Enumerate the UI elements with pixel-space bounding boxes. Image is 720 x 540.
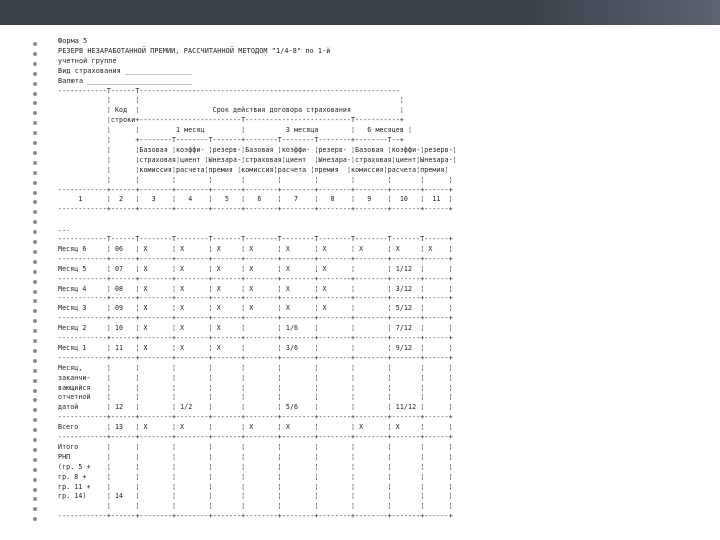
bullet-dot <box>33 428 37 432</box>
form-line: Месяц 3 ¦ 09 ¦ X ¦ X ¦ X ¦ X ¦ X ¦ X ¦ ¦ 5/12 ¦ ¦ <box>58 304 453 313</box>
bullet-dot <box>33 72 37 76</box>
form-line: РЕЗЕРВ НЕЗАРАБОТАННОЙ ПРЕМИИ, РАССЧИТАННОЙ МЕТОДОМ "1/4-8" по 1-й <box>58 46 331 55</box>
bullet-dot <box>33 299 37 303</box>
bullet-dot <box>33 448 37 452</box>
form-line: Месяц, ¦ ¦ ¦ ¦ ¦ ¦ ¦ ¦ ¦ ¦ ¦ <box>58 363 453 372</box>
form-line: ¦ ¦ ¦ ¦ ¦ ¦ ¦ ¦ ¦ ¦ ¦ <box>58 502 453 511</box>
form-line: ------------+------+--------+--------+-------+--------+--------+--------+--------+-------+------+ <box>58 185 453 194</box>
form-line: ¦ ¦ 1 месяц ¦ 3 месяца ¦ 6 месяцев ¦ <box>58 126 413 135</box>
bullet-dot <box>33 42 37 46</box>
bullet-dot <box>33 220 37 224</box>
bullet-dot <box>33 141 37 145</box>
form-line: Валюта _________________________ <box>58 76 193 85</box>
bullet-dot <box>33 418 37 422</box>
bullet-dot <box>33 200 37 204</box>
bullet-dot <box>33 478 37 482</box>
bullet-dot <box>33 121 37 125</box>
bullet-dot <box>33 82 37 86</box>
bullet-dot <box>33 379 37 383</box>
bullet-dot <box>33 230 37 234</box>
form-line: ¦ ¦ ¦ <box>58 96 404 105</box>
bullet-dot <box>33 349 37 353</box>
bullet-dot <box>33 260 37 264</box>
form-line: Всего ¦ 13 ¦ X ¦ X ¦ ¦ X ¦ X ¦ ¦ X ¦ X ¦ ¦ <box>58 423 453 432</box>
form-line: Итого ¦ ¦ ¦ ¦ ¦ ¦ ¦ ¦ ¦ ¦ ¦ <box>58 442 453 451</box>
form-line: ------------+------+--------+--------+-------+--------+--------+--------+--------+-------+------+ <box>58 353 453 362</box>
bullet-dot <box>33 62 37 66</box>
bullet-dot <box>33 389 37 393</box>
bullet-dot <box>33 319 37 323</box>
form-line: ¦строки+-------------------------T--------------------------T-----------+ <box>58 116 404 125</box>
form-line: ¦ +--------T--------T-------+--------T--------T--------+--------T--+ <box>58 136 404 144</box>
bullet-dot <box>33 309 37 313</box>
form-line: ------------+------+--------+--------+-------+--------+--------+--------+--------+-------+------+ <box>58 274 453 283</box>
form-line: Форма 5 <box>58 37 88 45</box>
bullet-dot <box>33 329 37 333</box>
form-line: (гр. 5 + ¦ ¦ ¦ ¦ ¦ ¦ ¦ ¦ ¦ ¦ ¦ <box>58 462 453 471</box>
form-line: датой ¦ 12 ¦ ¦ 1/2 ¦ ¦ ¦ 5/6 ¦ ¦ ¦ 11/12 ¦ ¦ <box>58 403 453 412</box>
bullet-dot <box>33 181 37 185</box>
form-line: ------------+------+--------+--------+-------+--------+--------+--------+--------+-------+------+ <box>58 294 453 303</box>
form-line: заканчи- ¦ ¦ ¦ ¦ ¦ ¦ ¦ ¦ ¦ ¦ ¦ <box>58 373 453 382</box>
bullet-dot <box>33 507 37 511</box>
form-line: гр. 11 + ¦ ¦ ¦ ¦ ¦ ¦ ¦ ¦ ¦ ¦ ¦ <box>58 482 453 491</box>
bullet-dot <box>33 438 37 442</box>
bullet-dot <box>33 359 37 363</box>
form-line: ¦ ¦комиссия¦расчета¦премия ¦комиссия¦расчета ¦премия ¦комиссия¦расчета¦премия¦ <box>58 165 449 174</box>
form-line: ¦ ¦Базовая ¦коэффи- ¦резерв-¦Базовая ¦коэффи- ¦резерв- ¦Базовая ¦коэффи-¦резерв-¦ <box>58 145 457 154</box>
form-line: ------------+------+--------+--------+-------+--------+--------+--------+--------+-------+------+ <box>58 254 453 263</box>
bullet-dot <box>33 210 37 214</box>
bullet-dot <box>33 171 37 175</box>
form-line: вающийся ¦ ¦ ¦ ¦ ¦ ¦ ¦ ¦ ¦ ¦ ¦ <box>58 383 453 392</box>
form-line: учетной группе <box>58 56 117 65</box>
form-line: ------------T------T---------------------------------------------------------------- <box>58 86 400 95</box>
form-line: ... <box>58 225 71 234</box>
bullet-dot <box>33 488 37 492</box>
form-line: отчетной ¦ ¦ ¦ ¦ ¦ ¦ ¦ ¦ ¦ ¦ ¦ <box>58 393 453 402</box>
bullet-dot <box>33 290 37 294</box>
bullet-dot <box>33 398 37 402</box>
form-line: Вид страхования ________________ <box>58 66 193 75</box>
bullet-dot <box>33 458 37 462</box>
form-line: ------------+------+--------+--------+-------+--------+--------+--------+--------+-------+------+ <box>58 433 453 441</box>
form-line: Месяц 4 ¦ 08 ¦ X ¦ X ¦ X ¦ X ¦ X ¦ X ¦ ¦ 3/12 ¦ ¦ <box>58 284 453 293</box>
form-line: ------------+------+--------+--------+-------+--------+--------+--------+--------+-------+------+ <box>58 512 453 521</box>
form-line: Месяц 5 ¦ 07 ¦ X ¦ X ¦ X ¦ X ¦ X ¦ X ¦ ¦ 1/12 ¦ ¦ <box>58 264 453 273</box>
form-line: гр. 8 + ¦ ¦ ¦ ¦ ¦ ¦ ¦ ¦ ¦ ¦ ¦ <box>58 472 453 481</box>
bullet-dot <box>33 151 37 155</box>
title-bar <box>0 0 720 25</box>
form-line: 1 ¦ 2 ¦ 3 ¦ 4 ¦ 5 ¦ 6 ¦ 7 ¦ 8 ¦ 9 ¦ 10 ¦ 11 ¦ <box>58 195 453 204</box>
title-bar-shade <box>520 0 720 25</box>
form-line: ------------+------+--------+--------+-------+--------+--------+--------+--------+-------+------+ <box>58 205 453 214</box>
form-line: РНП ¦ ¦ ¦ ¦ ¦ ¦ ¦ ¦ ¦ ¦ ¦ <box>58 452 453 461</box>
bullet-dot <box>33 250 37 254</box>
bullet-dot <box>33 517 37 521</box>
form-line: ------------+------+--------+--------+-------+--------+--------+--------+--------+-------+------+ <box>58 334 453 342</box>
bullet-dot <box>33 408 37 412</box>
form-line: ¦ ¦ ¦ ¦ ¦ ¦ ¦ ¦ ¦ ¦ ¦ <box>58 175 453 184</box>
bullet-dot <box>33 92 37 96</box>
form-line: ------------T------T--------T--------T-------T--------T--------T--------T--------T-------T------+ <box>58 235 453 243</box>
bullet-dot <box>33 240 37 244</box>
bullet-dot <box>33 191 37 195</box>
bullet-dot <box>33 468 37 472</box>
bullet-dot <box>33 111 37 115</box>
form-line: ¦ Код ¦ Срок действия договора страхования ¦ <box>58 106 404 115</box>
form-line: Месяц 1 ¦ 11 ¦ X ¦ X ¦ X ¦ ¦ 3/6 ¦ ¦ ¦ 9/12 ¦ ¦ <box>58 343 453 352</box>
form-line: ------------+------+--------+--------+-------+--------+--------+--------+--------+-------+------+ <box>58 413 453 422</box>
bullet-dot <box>33 280 37 284</box>
bullet-dot <box>33 131 37 135</box>
form-line: ------------+------+--------+--------+-------+--------+--------+--------+--------+-------+------+ <box>58 314 453 323</box>
bullet-dot <box>33 339 37 343</box>
bullet-dot <box>33 52 37 56</box>
bullet-dot <box>33 161 37 165</box>
bullet-dot <box>33 497 37 501</box>
form-line: Месяц 2 ¦ 10 ¦ X ¦ X ¦ X ¦ ¦ 1/6 ¦ ¦ ¦ 7/12 ¦ ¦ <box>58 324 453 333</box>
form-line: Месяц 6 ¦ 06 ¦ X ¦ X ¦ X ¦ X ¦ X ¦ X ¦ X ¦ X ¦ X ¦ <box>58 244 453 253</box>
bullet-dot <box>33 101 37 105</box>
form-line: гр. 14) ¦ 14 ¦ ¦ ¦ ¦ ¦ ¦ ¦ ¦ ¦ ¦ <box>58 492 453 501</box>
form-line: ¦ ¦страховая¦циент ¦Ынезара-¦страховая¦циент ¦Ынезара-¦страховая¦циент¦Ынезара-¦ <box>58 155 457 164</box>
bullet-dot <box>33 270 37 274</box>
bullet-dot <box>33 369 37 373</box>
